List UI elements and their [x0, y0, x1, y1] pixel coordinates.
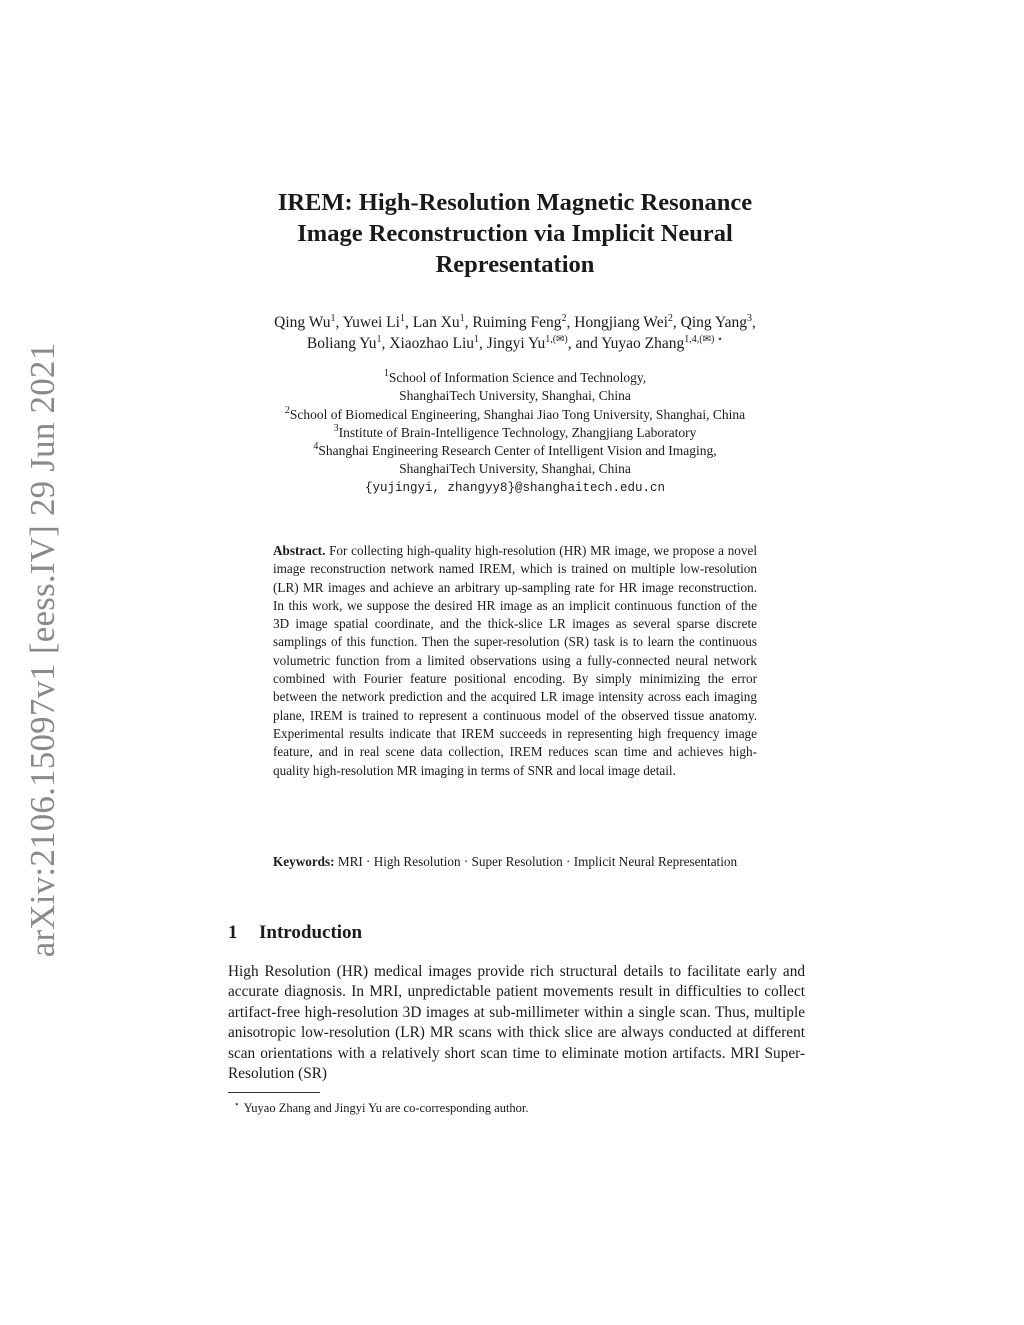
author-line [200, 312, 830, 333]
author-list [200, 312, 830, 354]
arxiv-identifier-stamp[interactable]: arXiv:2106.15097v1 [eess.IV] 29 Jun 2021 [23, 342, 62, 958]
keywords-text: MRI · High Resolution · Super Resolution · Implicit Neural Representation [337, 854, 738, 869]
abstract-text: For collecting high-quality high-resolution (HR) MR image, we propose a novel image reconstruction network named IREM, which is trained on multiple low-resolution (LR) MR images and achieve an arbitrary up-sampling rate for HR image reconstruction. In this work, we suppose the desired HR image as an implicit continuous function of the 3D image spatial coordinate, and the thick-slice LR images as several sparse discrete samplings of this function. Then the super-resolution (SR) task is to learn the continuous volumetric function from a limited observations using a fully-connected neural network combined with Fourier feature positional encoding. By simply minimizing the error between the network prediction and the acquired LR image intensity across each imaging plane, IREM is trained to represent a continuous model of the observed tissue anatomy. Experimental results indicate that IREM succeeds in representing high frequency image feature, and in real scene data collection, IREM reduces scan time and achieves high-quality high-resolution MR imaging in terms of SNR and local image detail. [273, 543, 757, 778]
author-affiliation-mark: 2 [667, 313, 673, 324]
author-affiliation-mark: 1 [459, 313, 465, 324]
author-name: Qing Wu [274, 314, 331, 331]
footnote-rule [228, 1092, 320, 1093]
affiliation-block [200, 369, 830, 497]
intro-paragraph: High Resolution (HR) medical images provide rich structural details to facilitate early and accurate diagnosis. In MRI, unpredictable patient movements result in difficulties to collect artifact-free high-resolution 3D images at sub-millimeter within a single scan. Thus, multiple anisotropic low-resolution (LR) MR scans with thick slice are always conducted at different scan orientations with a relatively short scan time to eliminate motion artifacts. MRI Super-Resolution (SR) [228, 963, 805, 1083]
author-name: Ruiming Feng [472, 314, 562, 331]
keywords [273, 853, 757, 871]
author-affiliation-mark: 1 [474, 334, 480, 345]
author-name: Xiaozhao Liu [389, 335, 475, 352]
author-line [200, 333, 830, 354]
affiliation-text: School of Biomedical Engineering, Shanghai Jiao Tong University, Shanghai, China [289, 406, 746, 422]
author-affiliation-mark: 3 [746, 313, 752, 324]
paper-title [200, 187, 830, 280]
author-affiliation-mark: 1 [399, 313, 405, 324]
author-name: and Yuyao Zhang [575, 335, 685, 352]
affiliation-text: Institute of Brain-Intelligence Technology, Zhangjiang Laboratory [338, 424, 697, 440]
author-separator: , [566, 314, 575, 331]
keywords-label: Keywords: [273, 854, 335, 869]
affiliation-number: 3 [333, 422, 339, 434]
affiliation-4 [200, 442, 830, 460]
affiliation-text: School of Information Science and Technology, [388, 370, 647, 385]
author-separator: , [464, 314, 473, 331]
affiliation-3 [200, 424, 830, 442]
affiliation-text: Shanghai Engineering Research Center of Intelligent Vision and Imaging, [318, 443, 717, 459]
abstract-label: Abstract. [273, 543, 326, 558]
affiliation-1-continued: ShanghaiTech University, Shanghai, China [399, 388, 631, 404]
author-name: Jingyi Yu [486, 335, 546, 352]
footnote [228, 1096, 805, 1117]
footnote-mark: ⋆ [234, 1099, 240, 1109]
author-name: Hongjiang Wei [574, 314, 668, 331]
title-line: Image Reconstruction via Implicit Neural [297, 220, 733, 247]
author-separator: , [751, 314, 756, 331]
affiliation-number: 1 [383, 368, 389, 379]
title-line: IREM: High-Resolution Magnetic Resonance [277, 189, 753, 216]
author-name: Lan Xu [412, 314, 460, 331]
author-affiliation-mark: 1,4,(✉) ⋆ [684, 334, 724, 345]
author-separator: , [672, 314, 681, 331]
author-separator: , [381, 335, 390, 352]
section-heading [228, 921, 362, 945]
author-name: Boliang Yu [306, 335, 377, 352]
author-affiliation-mark: 1 [330, 313, 336, 324]
author-separator: , [479, 335, 487, 352]
author-affiliation-mark: 1,(✉) [545, 334, 568, 345]
affiliation-1 [200, 369, 830, 387]
author-name: Yuwei Li [342, 314, 400, 331]
affiliation-2 [200, 406, 830, 424]
title-line: Representation [435, 251, 595, 278]
author-separator: , [404, 314, 413, 331]
author-name: Qing Yang [680, 314, 747, 331]
author-separator: , [335, 314, 343, 331]
author-affiliation-mark: 1 [376, 334, 382, 345]
section-title: Introduction [259, 922, 363, 943]
affiliation-4-continued: ShanghaiTech University, Shanghai, China [399, 461, 631, 477]
affiliation-number: 4 [313, 441, 319, 453]
contact-email[interactable]: {yujingyi, zhangyy8}@shanghaitech.edu.cn [364, 480, 666, 495]
section-number: 1 [228, 922, 238, 943]
affiliation-number: 2 [284, 404, 290, 416]
author-separator: , [567, 335, 576, 352]
author-affiliation-mark: 2 [561, 313, 567, 324]
footnote-text: Yuyao Zhang and Jingyi Yu are co-corresponding author. [243, 1101, 529, 1115]
abstract [273, 542, 757, 780]
